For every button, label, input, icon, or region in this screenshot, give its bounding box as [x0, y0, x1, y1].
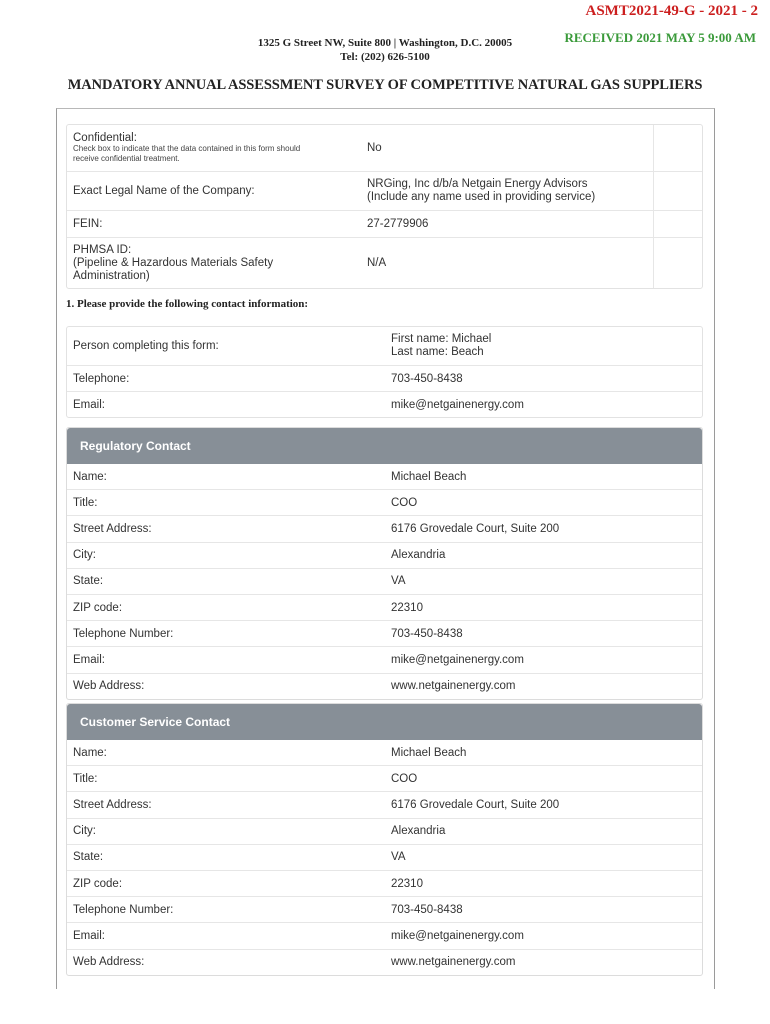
- phmsa-value[interactable]: N/A: [367, 257, 387, 269]
- regulatory-contact-heading: Regulatory Contact: [67, 428, 702, 464]
- legal-name-row: [67, 172, 702, 211]
- table-row: [67, 595, 702, 621]
- row-label: City:: [73, 549, 96, 562]
- row-value[interactable]: Michael Beach: [391, 470, 467, 483]
- row-label: Title:: [73, 496, 98, 509]
- confidential-checkbox-cell[interactable]: [653, 125, 702, 171]
- table-row: [67, 819, 702, 845]
- table-row: [67, 845, 702, 871]
- regulatory-contact-table: [66, 427, 703, 700]
- assessment-id-stamp: ASMT2021-49-G - 2021 - 2: [585, 3, 758, 19]
- table-row: [67, 950, 702, 975]
- table-row: [67, 621, 702, 647]
- row-label: Email:: [73, 929, 105, 942]
- table-row: [67, 490, 702, 516]
- row-value[interactable]: www.netgainenergy.com: [391, 956, 516, 969]
- row-label: Telephone Number:: [73, 903, 174, 916]
- row-label: State:: [73, 575, 104, 588]
- row-value[interactable]: 6176 Grovedale Court, Suite 200: [391, 522, 560, 535]
- row-value[interactable]: Alexandria: [391, 825, 446, 838]
- legal-name-value[interactable]: NRGing, Inc d/b/a Netgain Energy Advisors: [367, 178, 588, 190]
- fein-row: [67, 211, 702, 238]
- row-label: Street Address:: [73, 522, 152, 535]
- page-title: MANDATORY ANNUAL ASSESSMENT SURVEY OF COMPETITIVE NATURAL GAS SUPPLIERS: [67, 77, 703, 93]
- row-label: City:: [73, 825, 96, 838]
- confidential-help: receive confidential treatment.: [73, 154, 180, 163]
- table-row: [67, 897, 702, 923]
- table-row: [67, 543, 702, 569]
- row-label: State:: [73, 851, 104, 864]
- first-name-value[interactable]: First name: Michael: [391, 333, 492, 345]
- table-row: [67, 740, 702, 766]
- confidential-label: Confidential:: [73, 132, 137, 144]
- person-completing-row: [67, 327, 702, 366]
- table-row: [67, 647, 702, 673]
- row-value[interactable]: 22310: [391, 877, 423, 890]
- customer-service-contact-heading: Customer Service Contact: [67, 704, 702, 740]
- row-label: Name:: [73, 470, 107, 483]
- row-label: Name:: [73, 746, 107, 759]
- table-row: [67, 674, 702, 699]
- row-value[interactable]: COO: [391, 772, 418, 785]
- table-row: [67, 871, 702, 897]
- row-value[interactable]: 703-450-8438: [391, 627, 463, 640]
- email-value[interactable]: mike@netgainenergy.com: [391, 398, 524, 411]
- row-value[interactable]: VA: [391, 575, 406, 588]
- letterhead-address: [200, 36, 570, 64]
- telephone-row: [67, 366, 702, 392]
- fein-label: FEIN:: [73, 218, 103, 230]
- confidential-row: [67, 125, 702, 172]
- row-label: Web Address:: [73, 956, 145, 969]
- confidential-help: Check box to indicate that the data contained in this form should: [73, 144, 301, 153]
- row-label: ZIP code:: [73, 877, 123, 890]
- question-1-heading: 1. Please provide the following contact information:: [66, 298, 309, 310]
- legal-name-label: Exact Legal Name of the Company:: [73, 185, 255, 197]
- row-label: Web Address:: [73, 680, 145, 693]
- customer-service-contact-table: [66, 703, 703, 976]
- person-completing-label: Person completing this form:: [73, 340, 219, 352]
- email-label: Email:: [73, 398, 105, 411]
- row-label: ZIP code:: [73, 601, 123, 614]
- table-row: [67, 923, 702, 949]
- phmsa-label: PHMSA ID:: [73, 243, 132, 256]
- row-label: Street Address:: [73, 798, 152, 811]
- row-label: Email:: [73, 653, 105, 666]
- row-value[interactable]: 703-450-8438: [391, 903, 463, 916]
- telephone-value[interactable]: 703-450-8438: [391, 372, 463, 385]
- row-value[interactable]: Michael Beach: [391, 746, 467, 759]
- phmsa-label-note: (Pipeline & Hazardous Materials Safety: [73, 256, 274, 269]
- table-row: [67, 464, 702, 490]
- row-value[interactable]: Alexandria: [391, 549, 446, 562]
- row-value[interactable]: www.netgainenergy.com: [391, 680, 516, 693]
- phone-line: Tel: (202) 626-5100: [340, 51, 430, 63]
- row-label: Title:: [73, 772, 98, 785]
- customer-service-contact-rows: [67, 740, 702, 975]
- row-value[interactable]: 6176 Grovedale Court, Suite 200: [391, 798, 560, 811]
- table-row: [67, 516, 702, 542]
- table-row: [67, 766, 702, 792]
- row-value[interactable]: mike@netgainenergy.com: [391, 653, 524, 666]
- phmsa-label-note: Administration): [73, 269, 150, 282]
- telephone-label: Telephone:: [73, 372, 130, 385]
- row-value[interactable]: COO: [391, 496, 418, 509]
- phmsa-row: [67, 238, 702, 288]
- confidential-checkbox-value[interactable]: No: [367, 142, 382, 154]
- legal-name-note: (Include any name used in providing service): [367, 191, 596, 203]
- company-info-table: [66, 124, 703, 289]
- email-row: [67, 392, 702, 417]
- row-value[interactable]: 22310: [391, 601, 423, 614]
- received-stamp: RECEIVED 2021 MAY 5 9:00 AM: [564, 30, 756, 45]
- address-line: 1325 G Street NW, Suite 800 | Washington, D.C. 20005: [257, 37, 513, 49]
- last-name-value[interactable]: Last name: Beach: [391, 346, 484, 358]
- contact-info-table: [66, 326, 703, 418]
- row-value[interactable]: mike@netgainenergy.com: [391, 929, 524, 942]
- fein-value[interactable]: 27-2779906: [367, 218, 429, 230]
- row-label: Telephone Number:: [73, 627, 174, 640]
- row-value[interactable]: VA: [391, 851, 406, 864]
- table-row: [67, 569, 702, 595]
- regulatory-contact-rows: [67, 464, 702, 699]
- table-row: [67, 792, 702, 818]
